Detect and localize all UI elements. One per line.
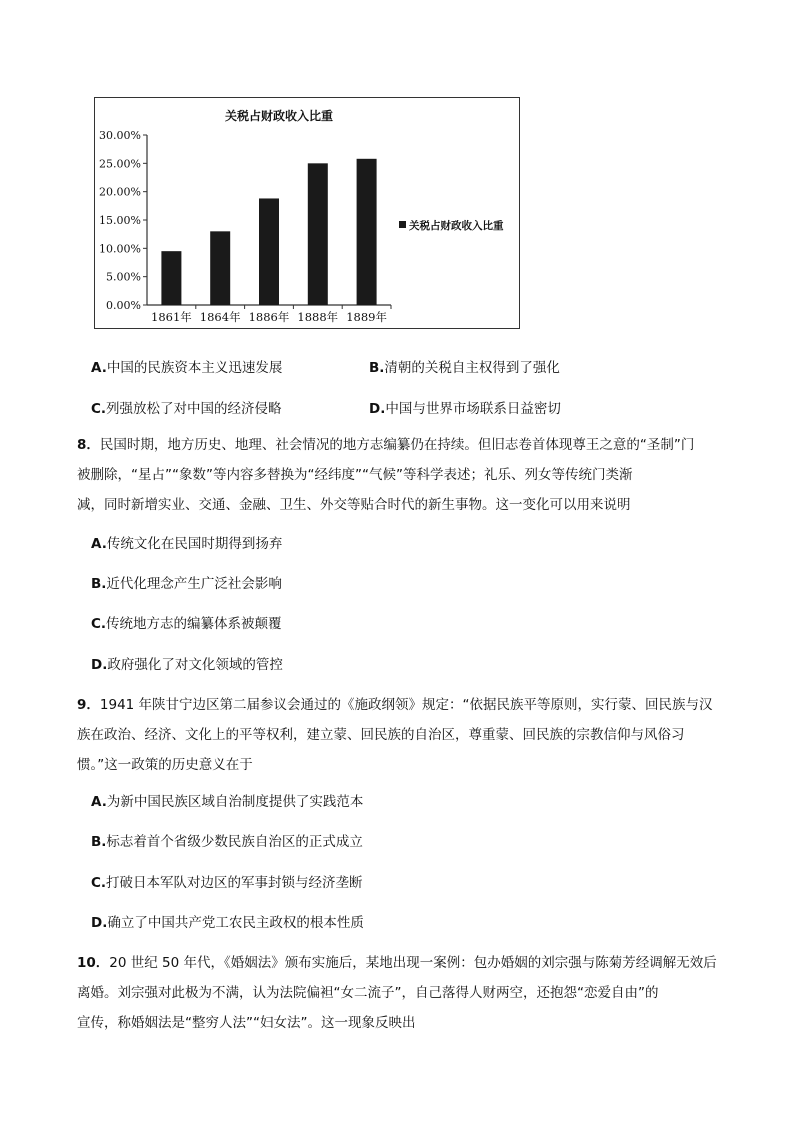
- y-tick-label: 10.00%: [99, 242, 141, 256]
- option-label: C.: [91, 401, 107, 417]
- question-line: 减，同时新增实业、交通、金融、卫生、外交等贴合时代的新生事物。这一变化可以用来说明: [77, 497, 631, 513]
- question-line: 惯。”这一政策的历史意义在于: [77, 757, 253, 773]
- option-label: D.: [369, 401, 386, 417]
- chart-title: 关税占财政收入比重: [224, 109, 334, 123]
- y-tick-label: 30.00%: [99, 129, 141, 142]
- q9-option-a[interactable]: A.为新中国民族区域自治制度提供了实践范本: [91, 794, 364, 810]
- q9-option-d[interactable]: D.确立了中国共产党工农民主政权的根本性质: [91, 915, 364, 931]
- question-8: [77, 430, 727, 520]
- q8-option-d[interactable]: D.政府强化了对文化领域的管控: [91, 657, 283, 673]
- q7-option-b[interactable]: [369, 356, 560, 376]
- q8-option-a[interactable]: A.传统文化在民国时期得到扬弃: [91, 536, 283, 552]
- y-tick-label: 25.00%: [99, 157, 141, 171]
- legend-label: 关税占财政收入比重: [409, 220, 504, 232]
- x-tick-label: 1861年: [151, 310, 192, 324]
- q8-option-c[interactable]: C.传统地方志的编纂体系被颠覆: [91, 616, 282, 632]
- question-line: 10．20 世纪 50 年代，《婚姻法》颁布实施后，某地出现一案例：包办婚姻的刘宗强与陈菊芳经调解无效后: [77, 955, 717, 971]
- y-tick-label: 15.00%: [99, 214, 141, 227]
- question-number: 8．: [77, 437, 100, 453]
- option-text: 列强放松了对中国的经济侵略: [106, 401, 282, 417]
- question-number: 9．: [77, 697, 100, 713]
- q9-option-b[interactable]: B.标志着首个省级少数民族自治区的正式成立: [91, 834, 363, 850]
- q7-option-d[interactable]: [369, 397, 561, 417]
- x-tick-label: 1888年: [297, 310, 339, 324]
- q8-option-b[interactable]: B.近代化理念产生广泛社会影响: [91, 576, 282, 592]
- x-tick-label: 1864年: [199, 310, 241, 324]
- question-line: 族在政治、经济、文化上的平等权利，建立蒙、回民族的自治区，尊重蒙、回民族的宗教信仰与风俗习: [77, 727, 685, 743]
- y-tick-label: 20.00%: [99, 185, 141, 199]
- bar: [259, 198, 279, 305]
- option-label: B.: [369, 360, 385, 376]
- x-tick-label: 1886年: [248, 310, 290, 324]
- legend-swatch: [399, 221, 406, 228]
- question-line: 宣传，称婚姻法是“整穷人法”“妇女法”。这一现象反映出: [77, 1015, 416, 1031]
- bar: [308, 163, 328, 305]
- question-line: 被删除，“星占”“象数”等内容多替换为“经纬度”“气候”等科学表述；礼乐、列女等传统门类渐: [77, 467, 633, 483]
- x-tick-label: 1889年: [346, 310, 387, 324]
- option-text: 中国与世界市场联系日益密切: [385, 401, 561, 417]
- y-tick-label: 0.00%: [106, 299, 141, 312]
- tariff-chart: [94, 97, 520, 329]
- chart-canvas: [95, 98, 521, 330]
- bar: [161, 251, 181, 305]
- option-label: A.: [91, 360, 107, 376]
- q7-option-c[interactable]: [91, 397, 282, 417]
- question-line: 9．1941 年陕甘宁边区第二届参议会通过的《施政纲领》规定：“依据民族平等原则，实行蒙、回民族与汉: [77, 697, 713, 713]
- q9-option-c[interactable]: C.打破日本军队对边区的军事封锁与经济垄断: [91, 875, 363, 891]
- question-line: 离婚。刘宗强对此极为不满，认为法院偏袒“女二流子”，自己落得人财两空，还抱怨“恋爱自由”的: [77, 985, 659, 1001]
- question-10: [77, 948, 727, 1038]
- question-9: [77, 690, 727, 780]
- option-text: 清朝的关税自主权得到了强化: [384, 360, 560, 376]
- bar: [357, 159, 377, 305]
- bar: [210, 231, 230, 305]
- question-line: 8．民国时期，地方历史、地理、社会情况的地方志编纂仍在持续。但旧志卷首体现尊王之意的“圣制”门: [77, 437, 695, 453]
- option-text: 中国的民族资本主义迅速发展: [106, 360, 283, 376]
- question-number: 10．: [77, 955, 110, 971]
- y-tick-label: 5.00%: [106, 270, 141, 284]
- q7-option-a[interactable]: [91, 356, 282, 376]
